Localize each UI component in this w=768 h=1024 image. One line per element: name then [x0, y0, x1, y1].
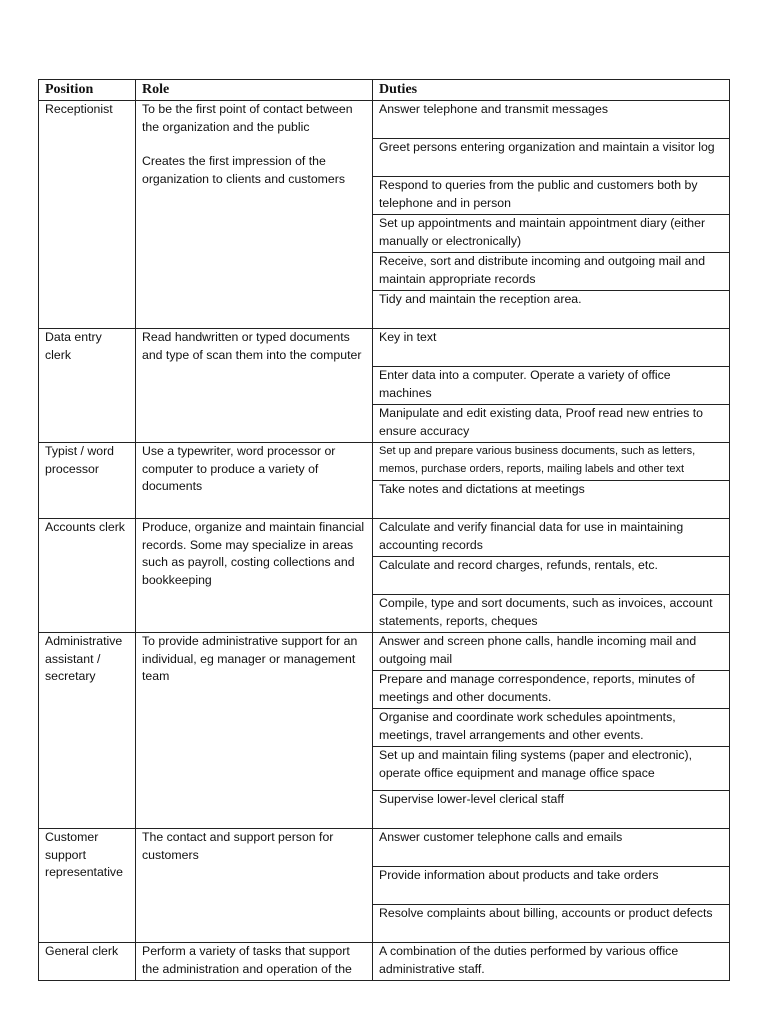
duty-cell: Supervise lower-level clerical staff	[373, 791, 730, 829]
duty-cell: Receive, sort and distribute incoming and outgoing mail and maintain appropriate records	[373, 253, 730, 291]
role-cell: Produce, organize and maintain financial records. Some may specialize in areas such as payroll, costing collections and bookkeeping	[136, 519, 373, 633]
duty-cell: Respond to queries from the public and customers both by telephone and in person	[373, 177, 730, 215]
duty-cell: Resolve complaints about billing, accounts or product defects	[373, 905, 730, 943]
clerical-roles-table	[38, 79, 730, 981]
duty-cell: Set up and maintain filing systems (paper and electronic), operate office equipment and manage office space	[373, 747, 730, 791]
table-row	[39, 943, 730, 981]
role-cell: The contact and support person for customers	[136, 829, 373, 943]
duty-cell: Compile, type and sort documents, such as invoices, account statements, reports, cheques	[373, 595, 730, 633]
duty-cell: Answer and screen phone calls, handle incoming mail and outgoing mail	[373, 633, 730, 671]
duty-cell: Provide information about products and take orders	[373, 867, 730, 905]
duty-cell: Greet persons entering organization and maintain a visitor log	[373, 139, 730, 177]
position-cell: Receptionist	[39, 101, 136, 329]
table-row	[39, 633, 730, 671]
table-row	[39, 101, 730, 139]
role-cell	[136, 101, 373, 329]
duty-cell: Tidy and maintain the reception area.	[373, 291, 730, 329]
duty-cell: Calculate and record charges, refunds, rentals, etc.	[373, 557, 730, 595]
header-role: Role	[136, 80, 373, 101]
position-cell: Typist / word processor	[39, 443, 136, 519]
position-cell: Accounts clerk	[39, 519, 136, 633]
duty-cell: Enter data into a computer. Operate a variety of office machines	[373, 367, 730, 405]
duty-cell: Set up and prepare various business documents, such as letters, memos, purchase orders, reports, mailing labels and other text	[373, 443, 730, 481]
duty-cell: Set up appointments and maintain appointment diary (either manually or electronically)	[373, 215, 730, 253]
duty-cell: Manipulate and edit existing data, Proof read new entries to ensure accuracy	[373, 405, 730, 443]
table-row	[39, 443, 730, 481]
duty-cell: Answer customer telephone calls and emails	[373, 829, 730, 867]
position-cell: Administrative assistant / secretary	[39, 633, 136, 829]
duty-cell: Prepare and manage correspondence, reports, minutes of meetings and other documents.	[373, 671, 730, 709]
duty-cell: Answer telephone and transmit messages	[373, 101, 730, 139]
duty-cell: Calculate and verify financial data for use in maintaining accounting records	[373, 519, 730, 557]
role-cell: Perform a variety of tasks that support the administration and operation of the	[136, 943, 373, 981]
header-position: Position	[39, 80, 136, 101]
table-row	[39, 519, 730, 557]
role-text: To be the first point of contact between the organization and the public	[142, 102, 353, 134]
duty-cell: Take notes and dictations at meetings	[373, 481, 730, 519]
header-duties: Duties	[373, 80, 730, 101]
position-cell: Data entry clerk	[39, 329, 136, 443]
role-cell: To provide administrative support for an individual, eg manager or management team	[136, 633, 373, 829]
table-row	[39, 829, 730, 867]
header-row	[39, 80, 730, 101]
duty-cell: A combination of the duties performed by various office administrative staff.	[373, 943, 730, 981]
table-row	[39, 329, 730, 367]
duty-cell: Organise and coordinate work schedules apointments, meetings, travel arrangements and other events.	[373, 709, 730, 747]
position-cell: Customer support representative	[39, 829, 136, 943]
position-cell: General clerk	[39, 943, 136, 981]
role-cell: Use a typewriter, word processor or computer to produce a variety of documents	[136, 443, 373, 519]
role-text: Creates the first impression of the organization to clients and customers	[142, 154, 346, 186]
role-cell: Read handwritten or typed documents and type of scan them into the computer	[136, 329, 373, 443]
duty-cell: Key in text	[373, 329, 730, 367]
